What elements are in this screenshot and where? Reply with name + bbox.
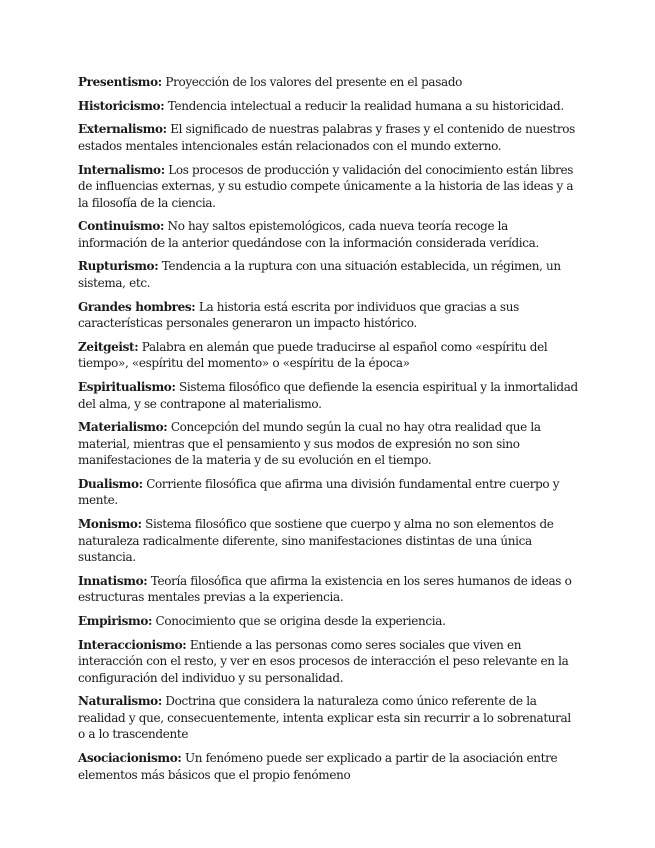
entry-definition: Los procesos de producción y validación del conocimiento están libres de influencias externas, y su estudio compete únicamente a la historia de las ideas y a la filosofía de la ciencia. bbox=[78, 162, 574, 210]
glossary-entry-asociacionismo bbox=[78, 750, 580, 783]
entry-term: Dualismo: bbox=[78, 476, 143, 491]
entry-term: Espiritualismo: bbox=[78, 380, 176, 394]
entry-definition: No hay saltos epistemológicos, cada nueva teoría recoge la información de la anterior quedándose con la información considerada verídica. bbox=[78, 219, 539, 250]
entry-definition: Palabra en alemán que puede traducirse al español como «espíritu del tiempo», «espíritu del momento» o «espíritu de la época» bbox=[78, 339, 548, 371]
entry-definition: Entiende a las personas como seres sociales que viven en interacción con el resto, y ver en esos procesos de interacción el peso relevante en la configuración del individuo y su personalidad. bbox=[78, 637, 569, 685]
entry-term: Presentismo: bbox=[78, 75, 162, 89]
entry-definition: Sistema filosófico que defiende la esencia espiritual y la inmortalidad del alma, y se contrapone al materialismo. bbox=[78, 380, 578, 411]
glossary-entry-zeitgeist bbox=[78, 339, 580, 372]
entry-term: Internalismo: bbox=[78, 162, 165, 177]
entry-term: Materialismo: bbox=[78, 420, 168, 435]
entry-term: Externalismo: bbox=[78, 122, 167, 137]
entry-definition: Corriente filosófica que afirma una división fundamental entre cuerpo y mente. bbox=[78, 476, 560, 508]
glossary-entry-interaccionismo bbox=[78, 637, 580, 687]
entry-definition: Tendencia intelectual a reducir la realidad humana a su historicidad. bbox=[164, 98, 564, 113]
glossary-entry-empirismo bbox=[78, 613, 580, 630]
entry-term: Continuismo: bbox=[78, 219, 165, 234]
entry-term: Historicismo: bbox=[78, 98, 165, 113]
entry-term: Naturalismo: bbox=[78, 694, 162, 709]
glossary-list bbox=[78, 74, 580, 790]
glossary-entry-dualismo bbox=[78, 476, 580, 509]
glossary-entry-rupturismo bbox=[78, 258, 580, 291]
entry-definition: La historia está escrita por individuos que gracias a sus características personales generaron un impacto histórico. bbox=[78, 299, 519, 331]
glossary-entry-presentismo bbox=[78, 74, 580, 91]
entry-definition: Proyección de los valores del presente en el pasado bbox=[161, 75, 463, 89]
entry-term: Grandes hombres: bbox=[78, 299, 196, 314]
entry-term: Empirismo: bbox=[78, 613, 153, 628]
entry-definition: Sistema filosófico que sostiene que cuerpo y alma no son elementos de naturaleza radicalmente diferente, sino manifestaciones distintas de una única sustancia. bbox=[78, 517, 554, 565]
entry-term: Innatismo: bbox=[78, 573, 148, 588]
entry-term: Monismo: bbox=[78, 517, 142, 532]
glossary-entry-materialismo bbox=[78, 419, 580, 469]
entry-definition: Teoría filosófica que afirma la existencia en los seres humanos de ideas o estructuras mentales previas a la experiencia. bbox=[78, 573, 572, 605]
entry-definition: Concepción del mundo según la cual no hay otra realidad que la material, mientras que el pensamiento y sus modos de expresión no son sino manifestaciones de la materia y de su evolución en el tiempo. bbox=[78, 420, 541, 468]
entry-term: Rupturismo: bbox=[78, 259, 159, 274]
entry-definition: Tendencia a la ruptura con una situación establecida, un régimen, un sistema, etc. bbox=[78, 259, 561, 290]
entry-definition: El significado de nuestras palabras y frases y el contenido de nuestros estados mentales intencionales están relacionados con el mundo externo. bbox=[78, 122, 575, 153]
entry-term: Asociacionismo: bbox=[78, 751, 182, 765]
entry-definition: Un fenómeno puede ser explicado a partir de la asociación entre elementos más básicos que el propio fenómeno bbox=[78, 751, 558, 782]
glossary-entry-espiritualismo bbox=[78, 379, 580, 412]
glossary-entry-monismo bbox=[78, 516, 580, 566]
glossary-entry-grandes-hombres bbox=[78, 299, 580, 332]
glossary-entry-historicismo bbox=[78, 98, 580, 115]
entry-definition: Doctrina que considera la naturaleza como único referente de la realidad y que, consecuentemente, intenta explicar esta sin recurrir a lo sobrenatural o a lo trascendente bbox=[78, 694, 571, 742]
entry-term: Interaccionismo: bbox=[78, 637, 187, 652]
entry-definition: Conocimiento que se origina desde la experiencia. bbox=[152, 613, 446, 628]
glossary-entry-naturalismo bbox=[78, 693, 580, 743]
glossary-entry-innatismo bbox=[78, 573, 580, 606]
glossary-entry-continuismo bbox=[78, 218, 580, 251]
glossary-entry-internalismo bbox=[78, 162, 580, 212]
glossary-entry-externalismo bbox=[78, 121, 580, 154]
entry-term: Zeitgeist: bbox=[78, 339, 139, 354]
